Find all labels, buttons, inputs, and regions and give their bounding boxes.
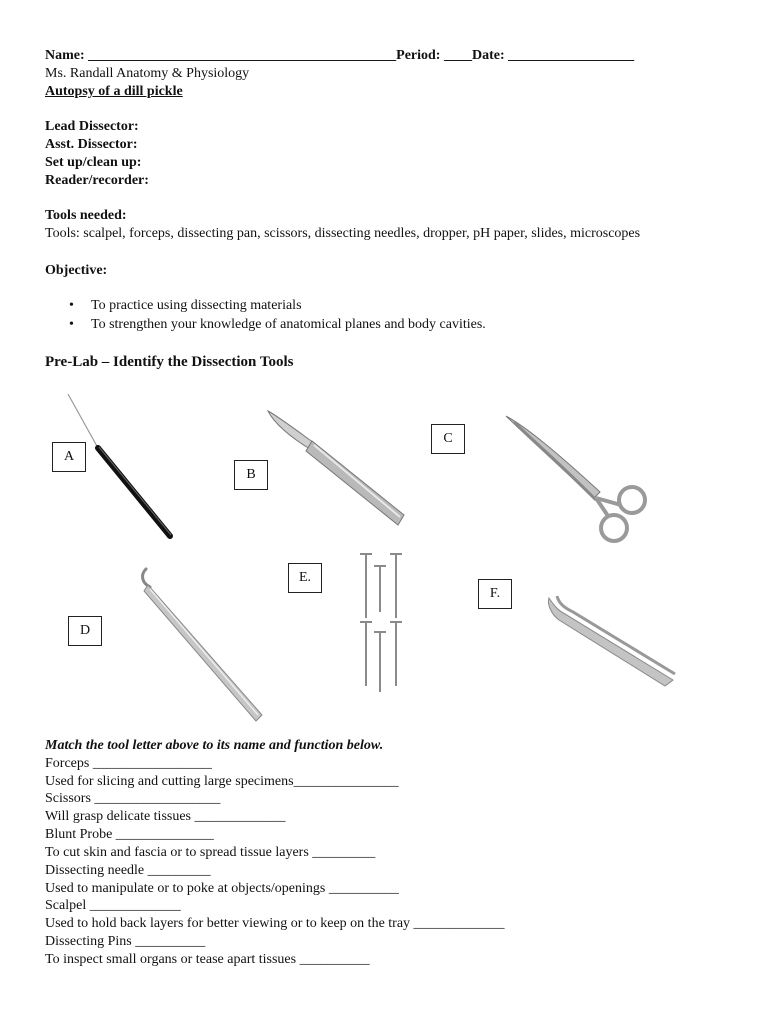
match-line-inspect[interactable]: To inspect small organs or tease apart tissues __________ xyxy=(45,952,370,967)
header-line xyxy=(45,47,634,65)
match-line-cut-skin[interactable]: To cut skin and fascia or to spread tissue layers _________ xyxy=(45,845,376,860)
name-label: Name: xyxy=(45,48,89,63)
matching-instruction: Match the tool letter above to its name and function below. xyxy=(45,738,384,753)
match-line-manipulate[interactable]: Used to manipulate or to poke at objects/openings __________ xyxy=(45,881,399,896)
period-blank[interactable]: ____ xyxy=(443,48,472,63)
objective-list xyxy=(45,296,486,334)
name-blank[interactable]: ____________________________________________ xyxy=(88,48,397,63)
label-b: B xyxy=(234,460,268,490)
role-setup-cleanup: Set up/clean up: xyxy=(45,155,142,170)
match-line-grasp[interactable]: Will grasp delicate tissues _____________ xyxy=(45,809,286,824)
label-c: C xyxy=(431,424,465,454)
objective-heading: Objective: xyxy=(45,263,108,278)
match-line-dissecting-pins[interactable]: Dissecting Pins __________ xyxy=(45,934,206,949)
label-f: F. xyxy=(478,579,512,609)
blunt-probe-image xyxy=(136,565,271,725)
bullet-icon: • xyxy=(69,298,74,313)
tools-heading: Tools needed: xyxy=(45,208,127,223)
role-asst-dissector: Asst. Dissector: xyxy=(45,137,138,152)
prelab-heading: Pre-Lab – Identify the Dissection Tools xyxy=(45,354,294,370)
page-title: Autopsy of a dill pickle xyxy=(45,84,183,99)
label-a: A xyxy=(52,442,86,472)
bullet-icon: • xyxy=(69,317,74,332)
list-item xyxy=(45,315,486,334)
dissecting-pins-image xyxy=(356,550,412,696)
match-line-scissors[interactable]: Scissors __________________ xyxy=(45,791,221,806)
scissors-image xyxy=(500,412,660,547)
date-label: Date: xyxy=(471,48,509,63)
match-line-hold-back[interactable]: Used to hold back layers for better viewing or to keep on the tray _____________ xyxy=(45,916,505,931)
role-lead-dissector: Lead Dissector: xyxy=(45,119,139,134)
objective-item-text: To strengthen your knowledge of anatomical planes and body cavities. xyxy=(91,317,486,332)
date-blank[interactable]: __________________ xyxy=(508,48,635,63)
teacher-line: Ms. Randall Anatomy & Physiology xyxy=(45,66,250,81)
match-line-blunt-probe[interactable]: Blunt Probe ______________ xyxy=(45,827,214,842)
match-line-slicing[interactable]: Used for slicing and cutting large specimens_______________ xyxy=(45,774,399,789)
forceps-image xyxy=(545,592,680,692)
period-label: Period: xyxy=(396,48,444,63)
label-e: E. xyxy=(288,563,322,593)
label-d: D xyxy=(68,616,102,646)
match-line-dissecting-needle[interactable]: Dissecting needle _________ xyxy=(45,863,211,878)
tools-list: Tools: scalpel, forceps, dissecting pan, scissors, dissecting needles, dropper, pH paper, slides, microscopes xyxy=(45,226,641,241)
match-line-scalpel[interactable]: Scalpel _____________ xyxy=(45,898,181,913)
match-line-forceps[interactable]: Forceps _________________ xyxy=(45,756,212,771)
role-reader-recorder: Reader/recorder: xyxy=(45,173,149,188)
scalpel-image xyxy=(262,405,412,530)
list-item xyxy=(45,296,486,315)
objective-item-text: To practice using dissecting materials xyxy=(91,298,302,313)
